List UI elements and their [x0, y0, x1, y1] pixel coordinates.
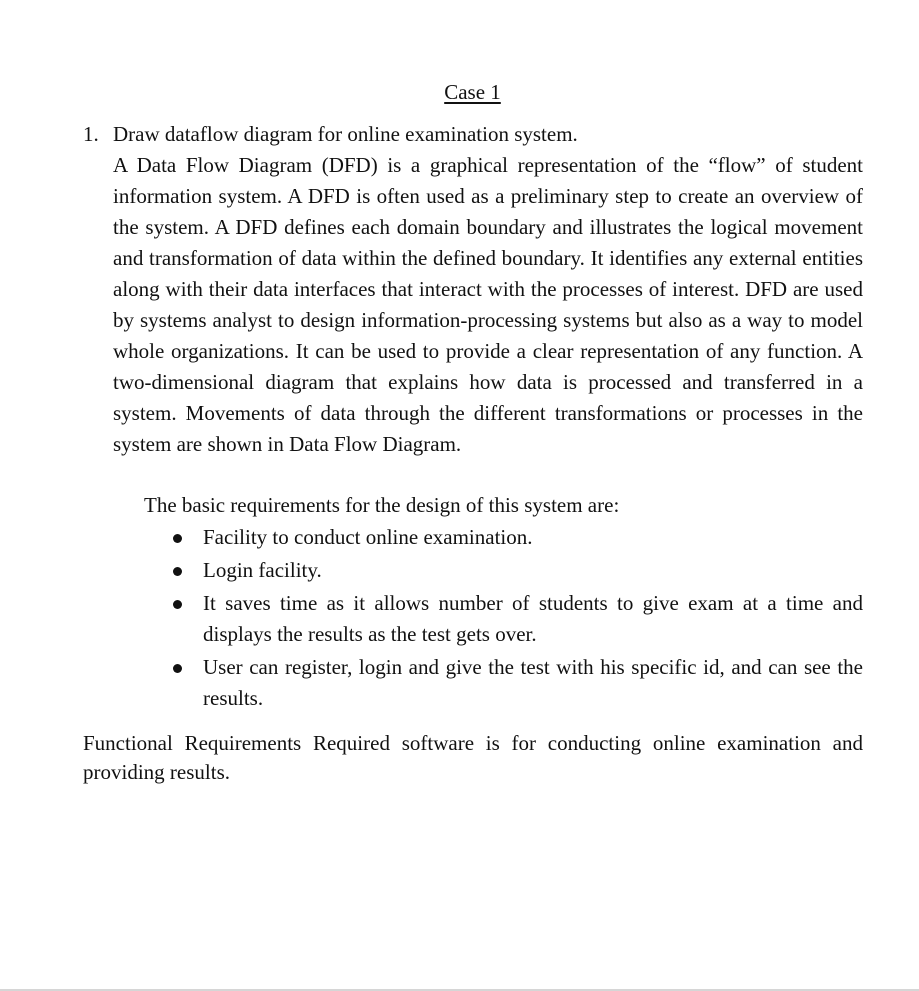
- requirement-item: [173, 588, 863, 650]
- requirement-text: It saves time as it allows number of students to give exam at a time and displays the results as the test gets over.: [203, 591, 863, 646]
- requirements-intro: The basic requirements for the design of this system are:: [144, 493, 620, 517]
- case-title: [0, 78, 919, 106]
- dfd-description-paragraph: A Data Flow Diagram (DFD) is a graphical representation of the “flow” of student information system. A DFD is often used as a preliminary step to create an overview of the system. A DFD defines each domain boundary and illustrates the logical movement and transformation of data within the defined boundary. It identifies any external entities along with their data interfaces that interact with the processes of interest. DFD are used by systems analyst to design information-processing systems but also as a way to model whole organizations. It can be used to provide a clear representation of any function. A two-dimensional diagram that explains how data is processed and transferred in a system. Movements of data through the different transformations or processes in the system are shown in Data Flow Diagram.: [113, 153, 863, 456]
- bullet-icon: [173, 600, 182, 609]
- case-title-text: Case 1: [444, 80, 501, 104]
- requirement-item: [173, 522, 863, 553]
- list-item-number: 1.: [83, 122, 99, 146]
- requirements-list: [173, 522, 863, 716]
- requirement-text: Facility to conduct online examination.: [203, 525, 533, 549]
- functional-requirements-paragraph: Functional Requirements Required software is for conducting online examination and providing results.: [83, 731, 863, 784]
- bullet-icon: [173, 567, 182, 576]
- requirement-item: [173, 555, 863, 586]
- requirement-text: Login facility.: [203, 558, 322, 582]
- item-heading: Draw dataflow diagram for online examination system.: [113, 122, 578, 146]
- requirement-item: [173, 652, 863, 714]
- bullet-icon: [173, 534, 182, 543]
- requirement-text: User can register, login and give the test with his specific id, and can see the results.: [203, 655, 863, 710]
- bullet-icon: [173, 664, 182, 673]
